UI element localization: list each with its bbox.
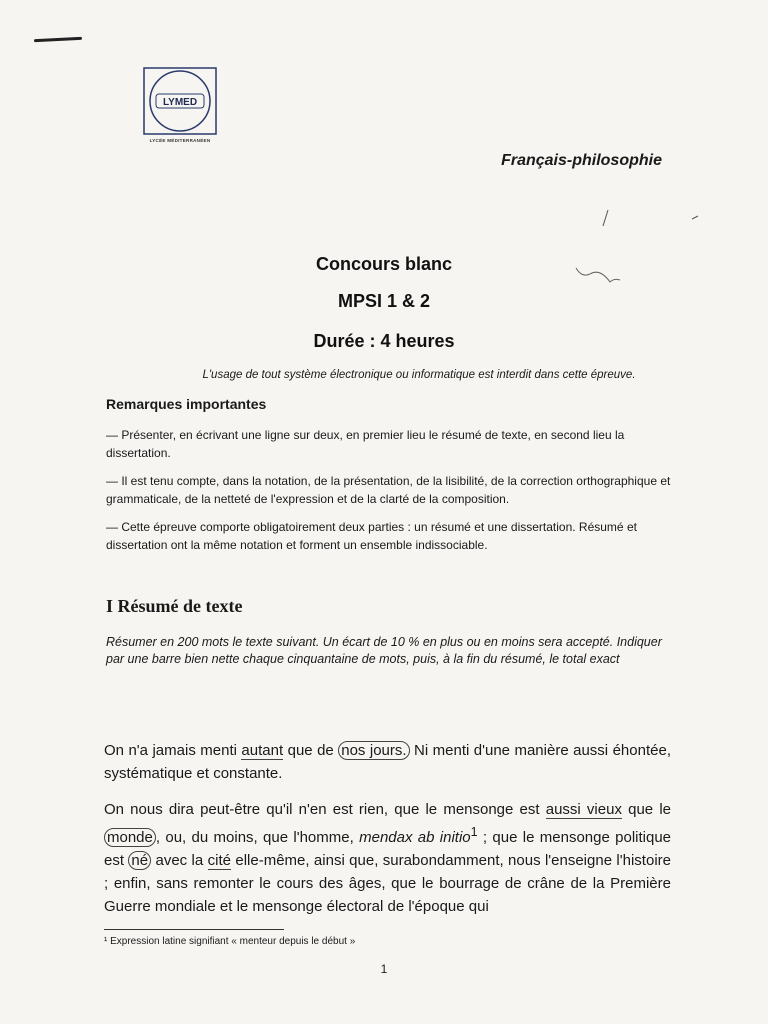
footnote-divider: [104, 929, 284, 930]
summary-instructions: Résumer en 200 mots le texte suivant. Un écart de 10 % en plus ou en moins sera accepté. Indiquer par une barre bien nette chaque cinquantaine de mots, puis, à la fin du résumé, le total exact: [106, 635, 662, 666]
logo-text: LYMED: [162, 97, 198, 108]
text-paragraph: On n'a jamais menti autant que de nos jours. Ni menti d'une manière aussi éhontée, systématique et constante.: [104, 742, 671, 782]
pen-mark: [34, 37, 82, 43]
remark-item: — Il est tenu compte, dans la notation, de la présentation, de la lisibilité, de la correction orthographique et grammaticale, de la netteté de l'expression et de la clarté de la composition.: [106, 474, 671, 506]
footnote: ¹ Expression latine signifiant « menteur depuis le début »: [104, 936, 356, 947]
school-logo: [138, 66, 222, 143]
exam-title: Concours blanc: [315, 254, 453, 274]
section-heading: I Résumé de texte: [106, 596, 243, 616]
duration-title: Durée : 4 heures: [313, 331, 455, 351]
electronics-notice: L'usage de tout système électronique ou informatique est interdit dans cette épreuve.: [202, 369, 636, 381]
logo-caption: LYCÉE MÉDITERRANÉEN: [149, 138, 211, 143]
remark-item: — Cette épreuve comporte obligatoirement deux parties : un résumé et une dissertation. Résumé et dissertation ont la même notation et forment un ensemble indissociable.: [106, 520, 637, 552]
page-number: 1: [380, 962, 388, 976]
class-title: MPSI 1 & 2: [337, 291, 431, 311]
pencil-scribble-icon: [548, 208, 708, 298]
subject-label: Français-philosophie: [501, 152, 662, 169]
logo-emblem-icon: [138, 66, 222, 136]
remark-item: — Présenter, en écrivant une ligne sur deux, en premier lieu le résumé de texte, en second lieu la dissertation.: [106, 428, 625, 460]
remarks-heading: Remarques importantes: [106, 396, 267, 412]
text-paragraph: On nous dira peut-être qu'il n'en est rien, que le mensonge est aussi vieux que le monde , ou, du moins, que l'homme, mendax ab initio$^1$ ; que le mensonge politique est né avec la cité elle-même, ainsi que, surabondamment, nous l'enseigne l'histoire ; enfin, sans remonter le cours des âges, que le bourrage de crâne de la Première Guerre mondiale et le mensonge électoral de l'époque qui: [104, 801, 672, 915]
